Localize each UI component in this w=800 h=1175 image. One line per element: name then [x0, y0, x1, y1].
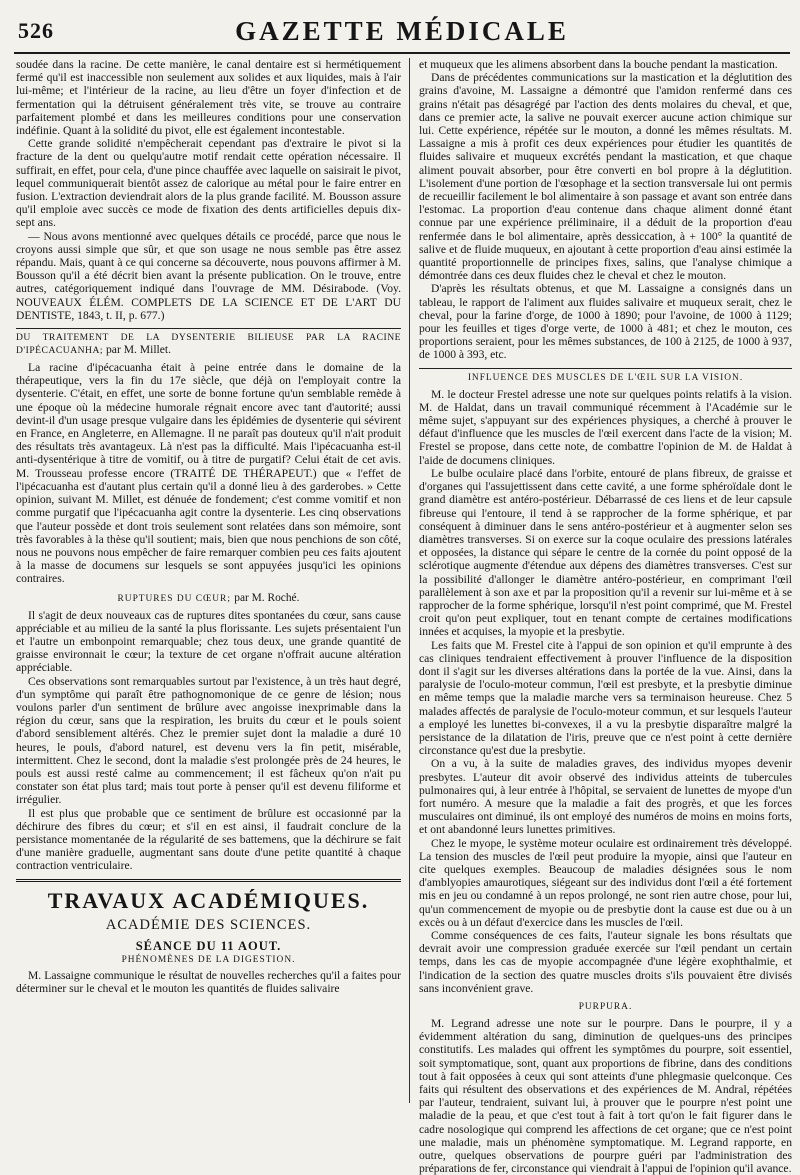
paragraph: — Nous avons mentionné avec quelques détails ce procédé, parce que nous le croyons aussi simple que sûr, et que son usage ne nous semble pas être assez répandu. Mais, quant à ce qui concerne sa découverte, nous pouvons affirmer à M. Bousson qu'il a été décrit bien avant la présente publication. On le trouve, entre autres, catégoriquement indiqué dans l'ouvrage de MM. Désirabode. (Voy. NOUVEAUX ÉLÉM. COMPLETS DE LA SCIENCE ET DE L'ART DU DENTISTE, 1843, t. II, p. 677.)	[16, 229, 401, 322]
paragraph: et muqueux que les alimens absorbent dans la bouche pendant la mastication.	[419, 58, 778, 71]
columns	[14, 58, 792, 1175]
paragraph: Il s'agit de deux nouveaux cas de ruptures dites spontanées du cœur, sans cause appréciable et au milieu de la santé la plus florissante. Les sujets présentaient l'un et l'autre un embonpoint remarquable; chez tous deux, une grande quantité de graisse environnait le cœur; la texture de cet organe n'offrait aucune altération appréciable.	[16, 608, 401, 675]
paragraph: M. Lassaigne communique le résultat de nouvelles recherches qu'il a faites pour déterminer sur le cheval et le mouton les quantités de fluides salivaire	[16, 968, 401, 995]
column-divider	[409, 58, 410, 1103]
section-heading-purpura	[419, 1001, 792, 1013]
section-heading-ipecacuanha	[16, 328, 401, 357]
right-column	[419, 58, 792, 1175]
section-title: DU TRAITEMENT DE LA DYSENTERIE BILIEUSE PAR LA RACINE D'IPÉCACUANHA;	[16, 332, 401, 357]
paragraph: Dans de précédentes communications sur la mastication et la déglutition des grains d'avoine, M. Lassaigne a démontré que l'amidon renfermé dans ces grains n'était pas désagrégé par l'action des dents molaires du cheval, et que, dans ce premier acte, la salive ne pouvait exercer aucune action chimique sur lui. Cette expérience, répétée sur le mouton, a donné les mêmes résultats. M. Lassaigne a mis à profit ces deux expériences pour étudier les quantités de fluides salivaire et muqueux excrétés pendant la mastication, et que chaque aliment pouvait absorber, pour être converti en bol propre à la déglutition. L'isolement d'une portion de l'œsophage et la section transversale lui ont permis de recueillir facilement le bol alimentaire à son passage et avant son entrée dans l'estomac. La proportion d'eau contenue dans chaque aliment donné étant connue par une expérience préliminaire, il a déduit de la proportion d'eau renfermée dans le bol alimentaire, après dessiccation, à + 100° la quantité de salive et de fluide muqueux, en ajoutant à cette proportion d'eau ainsi estimée la quantité proportionnelle de principes fixes, salins, que l'analyse chimique a démontrée dans ces deux fluides chez le cheval et chez le mouton.	[419, 71, 792, 283]
paragraph: Cette grande solidité n'empêcherait cependant pas d'extraire le pivot si la fracture de la dent ou quelqu'autre motif rendait cette opération nécessaire. Il suffirait, en effet, pour cela, d'une pince chauffée avec laquelle on saisirait le pivot, lequel communiquerait bientôt assez de calorique au métal pour le faire entrer en fusion. L'extraction deviendrait alors de la plus grande facilité. M. Bousson assure qu'il emploie avec succès ce mode de fixation des dents artificielles depuis dix-sept ans.	[16, 137, 401, 230]
section-heading-vision	[419, 368, 792, 384]
page-number: 526	[18, 18, 54, 43]
page-header	[14, 14, 790, 54]
paragraph: Les faits que M. Frestel cite à l'appui de son opinion et qu'il emprunte à des cas cliniques tendraient effectivement à prouver l'influence de la disposition dont il s'agit sur les diverses altérations dans la portée de la vue. Ainsi, dans la paralysie de l'oculo-moteur commun, l'œil est presbyte, et la presbytie diminue en même temps que la maladie marche vers sa terminaison heureuse. Chez 5 malades affectés de paralysie de l'oculo-moteur commun, et sur lesquels l'auteur a employé les lunettes bi-convexes, il a vu la presbytie disparaître malgré la persistance de la dilatation de l'iris, preuve que ce n'est point à cette dernière circonstance qu'est due la presbytie.	[419, 638, 792, 758]
paragraph: On a vu, à la suite de maladies graves, des individus myopes devenir presbytes. L'auteur dit avoir observé des individus atteints de tubercules pulmonaires qui, à leur entrée à l'hôpital, se servaient de lunettes de myope d'un fort numéro. A mesure que la maladie a fait des progrès, et que les forces musculaires ont diminué, ils ont employé des numéros de moins en moins forts, et ont abandonné leurs lunettes primitives.	[419, 757, 792, 837]
paragraph: Ces observations sont remarquables surtout par l'existence, à un très haut degré, d'un symptôme qui paraît être pathognomonique de ce genre de lésion; nous voulons parler d'un sentiment de brûlure avec angoisse inexprimable dans la région du cœur, sans que la respiration, les bruits du cœur et le pouls soient d'abord sensiblement altérés. Chez le premier sujet dont la maladie a duré 10 heures, le pouls, d'abord naturel, est devenu vers la fin petit, misérable, intermittent. Chez le second, dont la maladie s'est prolongée près de 24 heures, le pouls est aussi resté calme au commencement; il est fâcheux qu'on n'ait pu constater son état plus tard; mais tout porte à penser qu'il est devenu filiforme et irrégulier.	[16, 674, 401, 807]
academic-section-header	[16, 879, 401, 967]
section-title: PURPURA.	[578, 1002, 633, 1013]
section-title: RUPTURES DU CŒUR;	[117, 593, 231, 604]
paragraph: soudée dans la racine. De cette manière, le canal dentaire est si hermétiquement fermé qu'il est inaccessible non seulement aux solides et aux liquides, mais à l'air lui-même; et l'intérieur de la racine, au lieu d'être un foyer d'infection et de fermentation qui la détruisent généralement très vite, se trouve au contraire parfaitement plombé et dans les meilleures conditions pour une conservation indéfinie. Quant à la solidité du pivot, elle est également incontestable.	[16, 58, 401, 138]
subsection-title: PHÉNOMÈNES DE LA DIGESTION.	[121, 954, 296, 965]
paragraph: La racine d'ipécacuanha était à peine entrée dans le domaine de la thérapeutique, vers la fin du 17e siècle, que déjà on l'employait contre la dysenterie. C'était, en effet, une sorte de bonne fortune qu'un semblable remède à une époque où la médecine humorale régnait encore avec tant d'autorité; aussi devint-il d'un usage presque vulgaire dans les épidémies de dysenterie qui sévirent en France, en Angleterre, en Allemagne. Il ne paraît pas douteux qu'il n'ait produit des résultats très avantageux. Là n'est pas la difficulté. Mais l'ipécacuanha est-il anti-dysentérique à titre de vomitif, ou à titre de purgatif? Celui était de cet avis. M. Trousseau professe encore (TRAITÉ DE THÉRAPEUT.) que « l'effet de l'ipécacuanha est d'autant plus certain qu'il a donné lieu à des garderobes. » Cette opinion, suivant M. Millet, est dénuée de fondement; c'est comme vomitif et non comme purgatif que l'ipécacuanha agit contre la dysenterie. Les cinq observations que l'auteur possède et dont trois seulement sont relatées dans son mémoire, sont très favorables à la thèse qu'il soutient; mais, bien que nous penchions de son côté, nous ne pouvons nous empêcher de faire remarquer combien peu ces faits ajoutent à la masse de documens sur lesquels se sont appuyées jusqu'ici les opinions contraires.	[16, 361, 401, 586]
paragraph: Comme conséquences de ces faits, l'auteur signale les bons résultats que devrait avoir une compression graduée exercée sur l'œil pendant un certain temps, dans les cas de myopie accompagnée d'une légère exophthalmie, et l'indication de la section des quatre muscles droits s'ils pouvaient être divisés sans inconvénient grave.	[419, 929, 792, 995]
paragraph: D'après les résultats obtenus, et que M. Lassaigne a consignés dans un tableau, le rapport de l'aliment aux fluides salivaire et muqueux serait, chez le cheval, pour la farine d'orge, de 1000 à 1890; pour l'avoine, de 1000 à 1129; pour les feuilles et tiges d'orge verte, de 1000 à 481; et chez le mouton, ces proportions seraient, pour les mêmes substances, de 100 à 2125, de 1000 à 937, de 1000 à 393, etc.	[419, 282, 792, 362]
paragraph: M. le docteur Frestel adresse une note sur quelques points relatifs à la vision. M. de Haldat, dans un travail communiqué récemment à l'Académie sur le même sujet, s'appuyant sur des expériences physiques, a cherché à prouver le défaut d'influence que les muscles de l'œil exercent dans l'acte de la vision; M. Frestel se propose, dans cette note, de combattre l'opinion de M. de Haldat à l'aide de documens cliniques.	[419, 387, 792, 467]
section-heading-ruptures	[16, 592, 401, 605]
seance-date: SÉANCE DU 11 AOUT.	[135, 938, 282, 953]
section-author: par M. Roché.	[234, 591, 300, 604]
section-author: par M. Millet.	[106, 343, 172, 357]
left-column	[16, 58, 401, 1103]
paragraph: Il est plus que probable que ce sentiment de brûlure est occasionné par la déchirure des fibres du cœur; et s'il en est ainsi, il faudrait conclure de la persistance momentanée de la régularité de ses battemens, que la déchirure se fait d'une manière graduelle, augmentant sans doute d'une petite quantité à chaque contraction ventriculaire.	[16, 806, 401, 873]
paragraph: M. Legrand adresse une note sur le pourpre. Dans le pourpre, il y a évidemment altération du sang, diminution de quelques-uns des principes constitutifs. Les malades qui offrent les symptômes du pourpre, soit essentiel, soit symptomatique, sont, quant aux proportions de fibrine, dans des conditions tout à fait opposées à ceux qui sont atteints d'une phlegmasie quelconque. Ces faits qui résultent des observations et des expériences de M. Andral, répétées par l'auteur, tendraient, suivant lui, à prouver que le pourpre n'est point une maladie de la peau, et que c'est tout à fait à tort qu'on le fait figurer dans le cadre nosologique qui comprend les affections de cet organe; que ce n'est point une maladie, mais un phénomène symptomatique. M. Legrand rapporte, en outre, quelques observations de pourpre guéri par l'administration des préparations de fer, circonstance qui viendrait à l'appui de l'opinion qu'il avance.	[419, 1017, 792, 1175]
paragraph: Chez le myope, le système moteur oculaire est ordinairement très développé. La tension des muscles de l'œil peut produire la myopie, ainsi que l'auteur en cite quelques exemples. Beaucoup de maladies désignées sous le nom d'amblyopies amaurotiques, siégeant sur des individus dont l'œil a été fortement mis en jeu ou condamné à un repos prolongé, ne sont rien autre chose, pour lui, qu'un commencement de myopie ou de presbytie dont la cause est due ou à un excès ou à un défaut d'exercice dans les muscles de l'œil.	[419, 836, 792, 929]
travaux-title: TRAVAUX ACADÉMIQUES.	[47, 887, 370, 913]
running-title: GAZETTE MÉDICALE	[235, 16, 569, 46]
section-title: INFLUENCE DES MUSCLES DE L'ŒIL SUR LA VISION.	[467, 372, 744, 383]
academie-title: ACADÉMIE DES SCIENCES.	[105, 916, 312, 933]
paragraph: Le bulbe oculaire placé dans l'orbite, entouré de plans fibreux, de graisse et d'organes qui l'assujettissent dans cette cavité, a une forme sphéroïdale dont le grand diamètre est antéro-postérieur. Débarrassé de ces liens et de leur capsule fibreuse qui l'entoure, il tend à se rapprocher de la forme sphérique, et par conséquent à diminuer dans le sens antéro-postérieur et à augmenter selon ses diamètres transverses. Si on exerce sur la coque oculaire des pressions latérales et opposées, la distance qui sépare le centre de la cornée du point opposé de la sclérotique augmente d'étendue aux dépens des diamètres transverses. C'est sur la possibilité d'allonger le diamètre antéro-postérieur, en comprimant l'œil parallèlement à son axe et par la proposition qu'il a revenir sur lui-même et à se rapprocher de la forme sphérique, lorsqu'il n'est point comprimé, que M. Frestel croit qu'on peut expliquer, tout en tenant compte de certaines modifications innées et acquises, la myopie et la presbytie.	[419, 466, 792, 639]
